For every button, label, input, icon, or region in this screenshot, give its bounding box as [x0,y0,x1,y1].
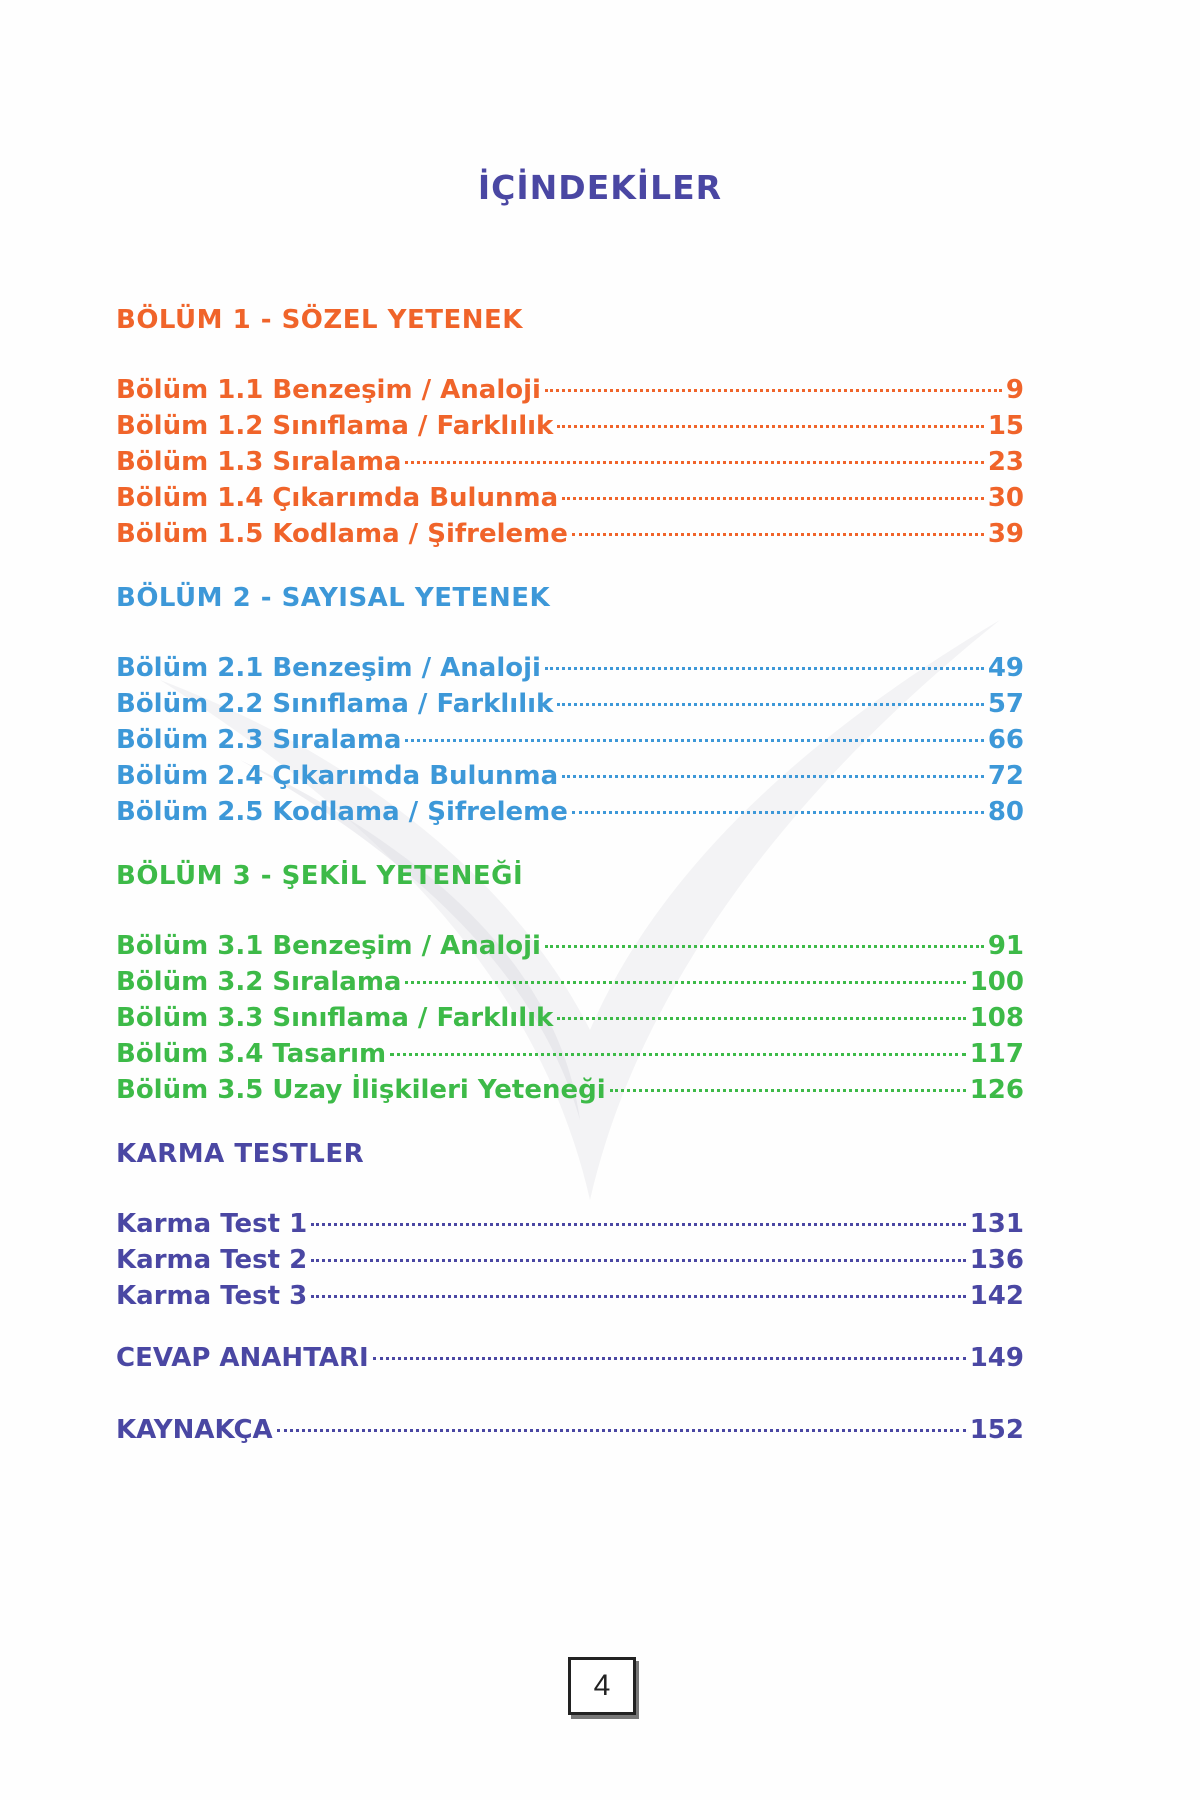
dot-leader [311,1295,966,1298]
dot-leader [277,1429,966,1432]
toc-entry[interactable] [116,758,1024,794]
section-heading-4: KARMA TESTLER [116,1139,365,1169]
entry-label: Bölüm 1.3 Sıralama [116,447,402,477]
answer-key-entry[interactable] [116,1340,1024,1376]
entry-label: Bölüm 1.4 Çıkarımda Bulunma [116,483,559,513]
entry-page: 39 [987,519,1024,549]
entry-page: 66 [987,725,1024,755]
dot-leader [545,945,984,948]
entry-label: Bölüm 3.5 Uzay İlişkileri Yeteneği [116,1075,606,1105]
entry-label: Karma Test 2 [116,1245,308,1275]
entry-page: 100 [969,967,1024,997]
entry-page: 23 [987,447,1024,477]
dot-leader [373,1357,966,1360]
toc-entry[interactable] [116,444,1024,480]
entry-label: Bölüm 3.3 Sınıflama / Farklılık [116,1003,554,1033]
entry-label: Bölüm 3.1 Benzeşim / Analoji [116,931,541,961]
entry-label: Bölüm 3.2 Sıralama [116,967,402,997]
entry-page: 91 [987,931,1024,961]
dot-leader [562,497,984,500]
section-heading-2: BÖLÜM 2 - SAYISAL YETENEK [116,583,551,613]
entry-page: 152 [969,1415,1024,1445]
entry-page: 142 [969,1281,1024,1311]
dot-leader [390,1053,966,1056]
dot-leader [572,811,984,814]
dot-leader [405,981,965,984]
toc-entry[interactable] [116,1000,1024,1036]
dot-leader [545,667,984,670]
toc-entry[interactable] [116,1242,1024,1278]
entry-page: 108 [969,1003,1024,1033]
toc-entry[interactable] [116,722,1024,758]
toc-entry[interactable] [116,650,1024,686]
toc-entry[interactable] [116,1278,1024,1314]
section-entries-4 [116,1206,1024,1314]
entry-page: 149 [969,1343,1024,1373]
entry-label: CEVAP ANAHTARI [116,1343,369,1373]
dot-leader [311,1259,966,1262]
dot-leader [557,703,984,706]
entry-page: 49 [987,653,1024,683]
dot-leader [562,775,984,778]
toc-entry[interactable] [116,408,1024,444]
entry-page: 72 [987,761,1024,791]
entry-label: Bölüm 1.1 Benzeşim / Analoji [116,375,541,405]
dot-leader [557,1017,965,1020]
entry-label: Karma Test 3 [116,1281,308,1311]
entry-page: 15 [987,411,1024,441]
entry-label: Bölüm 1.5 Kodlama / Şifreleme [116,519,568,549]
section-entries-3 [116,928,1024,1108]
toc-entry[interactable] [116,964,1024,1000]
entry-page: 80 [987,797,1024,827]
toc-entry[interactable] [116,794,1024,830]
dot-leader [405,461,983,464]
entry-label: Karma Test 1 [116,1209,308,1239]
table-of-contents [116,300,1024,1484]
page-title: İÇİNDEKİLER [477,168,723,207]
toc-entry[interactable] [116,1206,1024,1242]
entry-label: Bölüm 2.4 Çıkarımda Bulunma [116,761,559,791]
toc-entry[interactable] [116,928,1024,964]
toc-entry[interactable] [116,516,1024,552]
dot-leader [610,1089,966,1092]
dot-leader [557,425,984,428]
toc-entry[interactable] [116,686,1024,722]
toc-entry[interactable] [116,1072,1024,1108]
dot-leader [405,739,983,742]
entry-label: Bölüm 2.2 Sınıflama / Farklılık [116,689,554,719]
dot-leader [311,1223,966,1226]
entry-page: 136 [969,1245,1024,1275]
entry-page: 9 [1005,375,1024,405]
entry-label: Bölüm 2.5 Kodlama / Şifreleme [116,797,568,827]
toc-entry[interactable] [116,480,1024,516]
references-entry[interactable] [116,1412,1024,1448]
section-heading-3: BÖLÜM 3 - ŞEKİL YETENEĞİ [116,861,524,891]
entry-page: 117 [969,1039,1024,1069]
entry-label: Bölüm 2.3 Sıralama [116,725,402,755]
entry-page: 57 [987,689,1024,719]
page-number-box: 4 [568,1657,636,1715]
toc-entry[interactable] [116,372,1024,408]
entry-label: Bölüm 2.1 Benzeşim / Analoji [116,653,541,683]
section-entries-1 [116,372,1024,552]
toc-entry[interactable] [116,1036,1024,1072]
entry-label: Bölüm 1.2 Sınıflama / Farklılık [116,411,554,441]
entry-page: 30 [987,483,1024,513]
section-heading-1: BÖLÜM 1 - SÖZEL YETENEK [116,305,523,335]
dot-leader [545,389,1002,392]
entry-page: 131 [969,1209,1024,1239]
entry-label: Bölüm 3.4 Tasarım [116,1039,387,1069]
entry-label: KAYNAKÇA [116,1415,273,1445]
entry-page: 126 [969,1075,1024,1105]
dot-leader [572,533,984,536]
section-entries-2 [116,650,1024,830]
